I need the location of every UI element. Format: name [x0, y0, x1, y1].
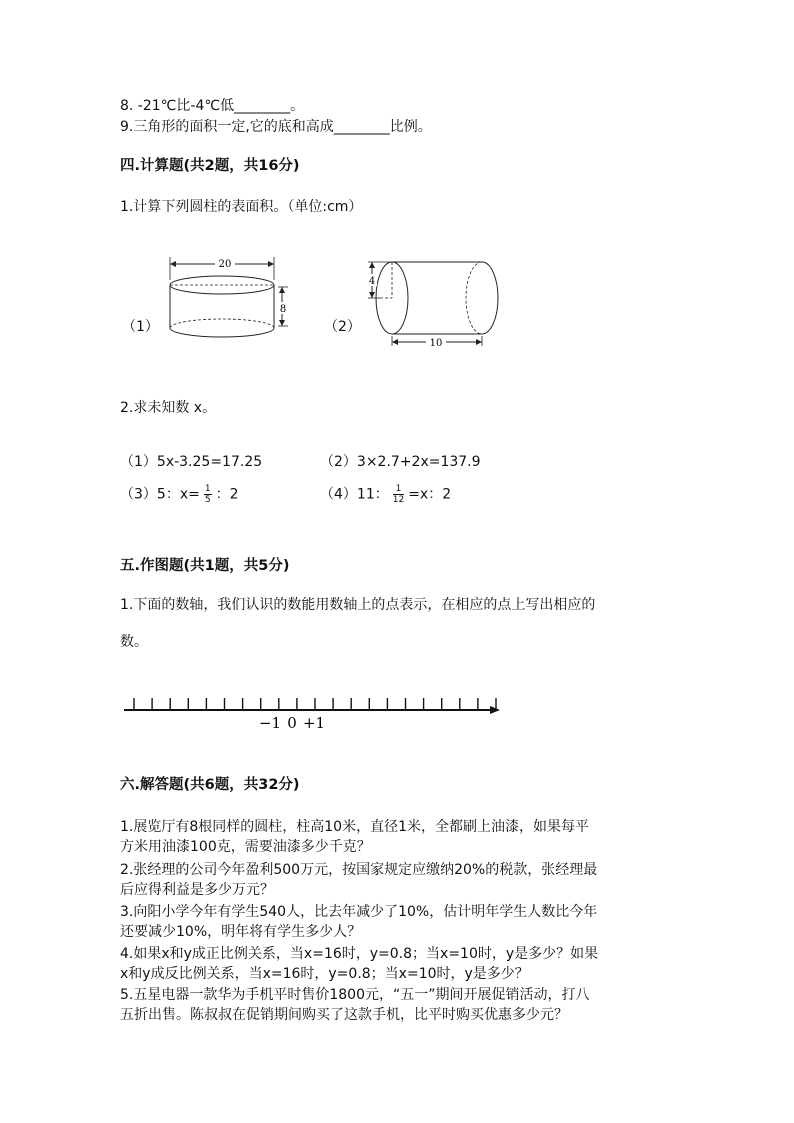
- eq3-prefix: （3）5：x=: [120, 486, 200, 503]
- eq3-suffix: ：2: [215, 486, 239, 503]
- word-problem-line: 五折出售。陈叔叔在促销期间购买了这款手机，比平时购买优惠多少元？: [120, 1007, 568, 1023]
- word-problem-line: 4.如果x和y成正比例关系，当x=16时，y=0.8；当x=10时，y是多少？如果: [120, 946, 599, 962]
- section-5-title: 五.作图题(共1题，共5分): [120, 558, 290, 574]
- eq3-denominator: 5: [204, 495, 211, 505]
- word-problem-line: 还要减少10%，明年将有学生多少人？: [120, 924, 362, 940]
- calc-question-1: 1.计算下列圆柱的表面积。（单位:cm）: [120, 199, 363, 215]
- eq3-fraction: [204, 484, 212, 505]
- fig1-height-label: 8: [279, 304, 287, 315]
- equation-3: [120, 484, 239, 505]
- number-line-arrow-icon: [490, 706, 500, 714]
- equation-1: （1）5x-3.25=17.25: [120, 454, 263, 470]
- drawing-question-line-1: 1.下面的数轴，我们认识的数能用数轴上的点表示，在相应的点上写出相应的: [120, 597, 596, 613]
- fig2-side-label: 4: [368, 276, 376, 287]
- number-line: [120, 690, 510, 734]
- fig1-diameter-label: 20: [218, 259, 232, 270]
- word-problem-line: 后应得利益是多少万元？: [120, 882, 274, 898]
- word-problem-line: 方米用油漆100克，需要油漆多少千克？: [120, 839, 371, 855]
- word-problem-line: 5.五星电器一款华为手机平时售价1800元，“五一”期间开展促销活动，打八: [120, 987, 590, 1003]
- section-4-title: 四.计算题(共2题，共16分): [120, 158, 300, 174]
- equation-4: [320, 484, 451, 505]
- eq4-suffix: =x：2: [408, 486, 452, 503]
- fig2-length-label: 10: [429, 338, 443, 349]
- eq3-numerator: 1: [204, 484, 211, 494]
- figure-1-label: （1）: [122, 319, 159, 335]
- eq4-denominator: 12: [392, 495, 405, 505]
- eq4-fraction: [393, 484, 404, 505]
- number-line-label-plus-1: +1: [302, 714, 326, 732]
- calc-question-2: 2.求未知数 x。: [120, 400, 217, 416]
- word-problem-line: 1.展览厅有8根同样的圆柱，柱高10米，直径1米，全都刷上油漆，如果每平: [120, 819, 589, 835]
- section-6-title: 六.解答题(共6题，共32分): [120, 777, 300, 793]
- word-problem-line: 3.向阳小学今年有学生540人，比去年减少了10%，估计明年学生人数比今年: [120, 904, 598, 920]
- number-line-label-0: 0: [287, 714, 297, 732]
- word-problem-line: 2.张经理的公司今年盈利500万元，按国家规定应缴纳20%的税款，张经理最: [120, 862, 598, 878]
- cylinder-figure-1: [160, 250, 300, 350]
- question-8: 8. -21℃比-4℃低________。: [120, 98, 305, 114]
- cylinder-figure-2: [360, 252, 510, 352]
- question-9: 9.三角形的面积一定,它的底和高成________比例。: [120, 119, 432, 135]
- equation-2: （2）3×2.7+2x=137.9: [320, 454, 481, 470]
- figure-2-label: （2）: [324, 319, 361, 335]
- number-line-ticks: [134, 698, 496, 710]
- eq4-prefix: （4）11：: [320, 486, 389, 503]
- word-problem-line: x和y成反比例关系，当x=16时，y=0.8；当x=10时，y是多少？: [120, 966, 529, 982]
- drawing-question-line-2: 数。: [120, 634, 148, 650]
- number-line-label-minus-1: −1: [258, 714, 282, 732]
- eq4-numerator: 1: [393, 484, 404, 495]
